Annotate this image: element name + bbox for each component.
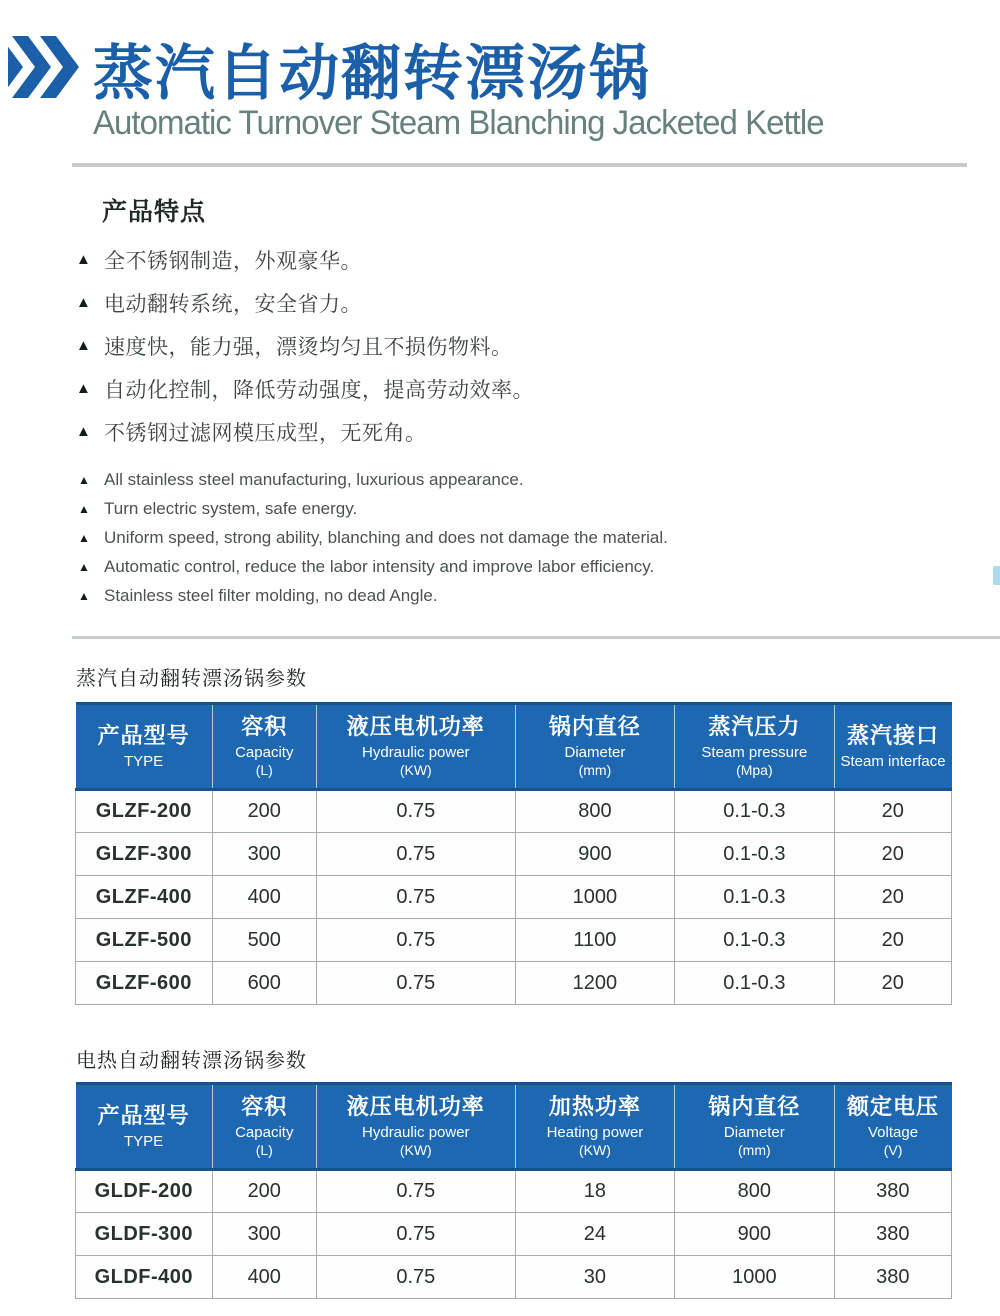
triangle-bullet-icon: ▲ [78,560,90,574]
table-cell: 18 [515,1170,674,1213]
table-cell: 1100 [515,919,674,962]
feature-text: Uniform speed, strong ability, blanching and does not damage the material. [104,528,668,547]
table-cell: GLDF-200 [76,1170,213,1213]
column-header: 产品型号 TYPE [76,704,213,790]
table-cell: 800 [515,790,674,833]
triangle-bullet-icon: ▲ [78,589,90,603]
table-cell: 0.1-0.3 [675,876,834,919]
column-header: 液压电机功率 Hydraulic power (KW) [316,704,515,790]
feature-text: Automatic control, reduce the labor intensity and improve labor efficiency. [104,557,655,576]
column-header: 蒸汽压力 Steam pressure (Mpa) [675,704,834,790]
feature-text: 自动化控制，降低劳动强度，提高劳动效率。 [104,379,534,402]
features-heading: 产品特点 [102,197,207,226]
feature-text: All stainless steel manufacturing, luxurious appearance. [104,470,524,489]
table-cell: GLZF-400 [76,876,213,919]
steam-params-table [75,702,952,1005]
feature-item-en [78,557,668,577]
feature-text: 速度快，能力强，漂烫均匀且不损伤物料。 [104,336,513,359]
table-cell: 800 [675,1170,834,1213]
table-caption-steam: 蒸汽自动翻转漂汤锅参数 [76,666,307,690]
table-cell: 400 [212,876,316,919]
table-row [76,919,952,962]
table-cell: 0.75 [316,833,515,876]
table-cell: 0.75 [316,876,515,919]
table-cell: 0.1-0.3 [675,919,834,962]
table-cell: GLZF-500 [76,919,213,962]
feature-item-en [78,470,668,490]
feature-item-cn [76,420,534,447]
feature-text: 电动翻转系统，安全省力。 [104,293,362,316]
column-header: 锅内直径 Diameter (mm) [515,704,674,790]
table-row [76,962,952,1005]
table-cell: 0.1-0.3 [675,962,834,1005]
column-header: 容积 Capacity (L) [212,704,316,790]
double-chevron-icon [8,36,82,98]
feature-list-cn [76,248,534,463]
feature-text: Turn electric system, safe energy. [104,499,358,518]
table-cell: GLZF-600 [76,962,213,1005]
table-cell: 0.75 [316,919,515,962]
feature-item-cn [76,334,534,361]
table-row [76,833,952,876]
electric-params-table [75,1082,952,1299]
table-caption-electric: 电热自动翻转漂汤锅参数 [76,1048,307,1072]
table-cell: 24 [515,1213,674,1256]
table-cell: 300 [212,833,316,876]
table-cell: GLZF-200 [76,790,213,833]
table-cell: 500 [212,919,316,962]
table-cell: 600 [212,962,316,1005]
triangle-bullet-icon: ▲ [78,473,90,487]
feature-item-en [78,528,668,548]
feature-list-en [78,470,668,615]
column-header: 蒸汽接口 Steam interface [834,704,951,790]
table-cell: 0.75 [316,962,515,1005]
column-header: 产品型号 TYPE [76,1084,213,1170]
table-cell: 380 [834,1213,951,1256]
feature-item-cn [76,377,534,404]
feature-item-en [78,586,668,606]
table-cell: GLZF-300 [76,833,213,876]
table-row [76,1170,952,1213]
triangle-bullet-icon: ▲ [78,502,90,516]
feature-text: 不锈钢过滤网模压成型，无死角。 [104,422,427,445]
triangle-bullet-icon: ▲ [78,531,90,545]
table-cell: 20 [834,962,951,1005]
table-cell: 30 [515,1256,674,1299]
page-title: 蒸汽自动翻转漂汤锅 [93,39,651,109]
table-cell: 0.75 [316,1213,515,1256]
table-cell: 0.75 [316,1170,515,1213]
table-cell: 20 [834,833,951,876]
table-cell: 380 [834,1256,951,1299]
table-cell: 0.75 [316,1256,515,1299]
table-cell: 200 [212,1170,316,1213]
column-header: 加热功率 Heating power (KW) [515,1084,674,1170]
triangle-bullet-icon: ▲ [76,380,91,397]
right-edge-mark [993,566,1000,585]
feature-text: Stainless steel filter molding, no dead Angle. [104,586,438,605]
table-row [76,1256,952,1299]
table-row [76,1213,952,1256]
triangle-bullet-icon: ▲ [76,251,91,268]
column-header: 液压电机功率 Hydraulic power (KW) [316,1084,515,1170]
table-cell: GLDF-400 [76,1256,213,1299]
feature-item-en [78,499,668,519]
table-row [76,790,952,833]
table-row [76,876,952,919]
table-cell: 20 [834,790,951,833]
table-cell: 20 [834,919,951,962]
page-subtitle: Automatic Turnover Steam Blanching Jacketed Kettle [93,104,824,142]
header-divider [72,163,967,167]
table-cell: 1000 [515,876,674,919]
table-cell: 380 [834,1170,951,1213]
feature-item-cn [76,291,534,318]
feature-text: 全不锈钢制造，外观豪华。 [104,250,362,273]
triangle-bullet-icon: ▲ [76,294,91,311]
table-cell: 0.1-0.3 [675,833,834,876]
table-cell: GLDF-300 [76,1213,213,1256]
table-cell: 20 [834,876,951,919]
table-cell: 1200 [515,962,674,1005]
section-divider [72,636,1000,639]
triangle-bullet-icon: ▲ [76,423,91,440]
column-header: 额定电压 Voltage (V) [834,1084,951,1170]
column-header: 容积 Capacity (L) [212,1084,316,1170]
feature-item-cn [76,248,534,275]
column-header: 锅内直径 Diameter (mm) [675,1084,834,1170]
triangle-bullet-icon: ▲ [76,337,91,354]
table-cell: 1000 [675,1256,834,1299]
table-cell: 0.1-0.3 [675,790,834,833]
table-cell: 300 [212,1213,316,1256]
table-cell: 900 [515,833,674,876]
table-cell: 200 [212,790,316,833]
table-cell: 400 [212,1256,316,1299]
table-cell: 900 [675,1213,834,1256]
table-cell: 0.75 [316,790,515,833]
